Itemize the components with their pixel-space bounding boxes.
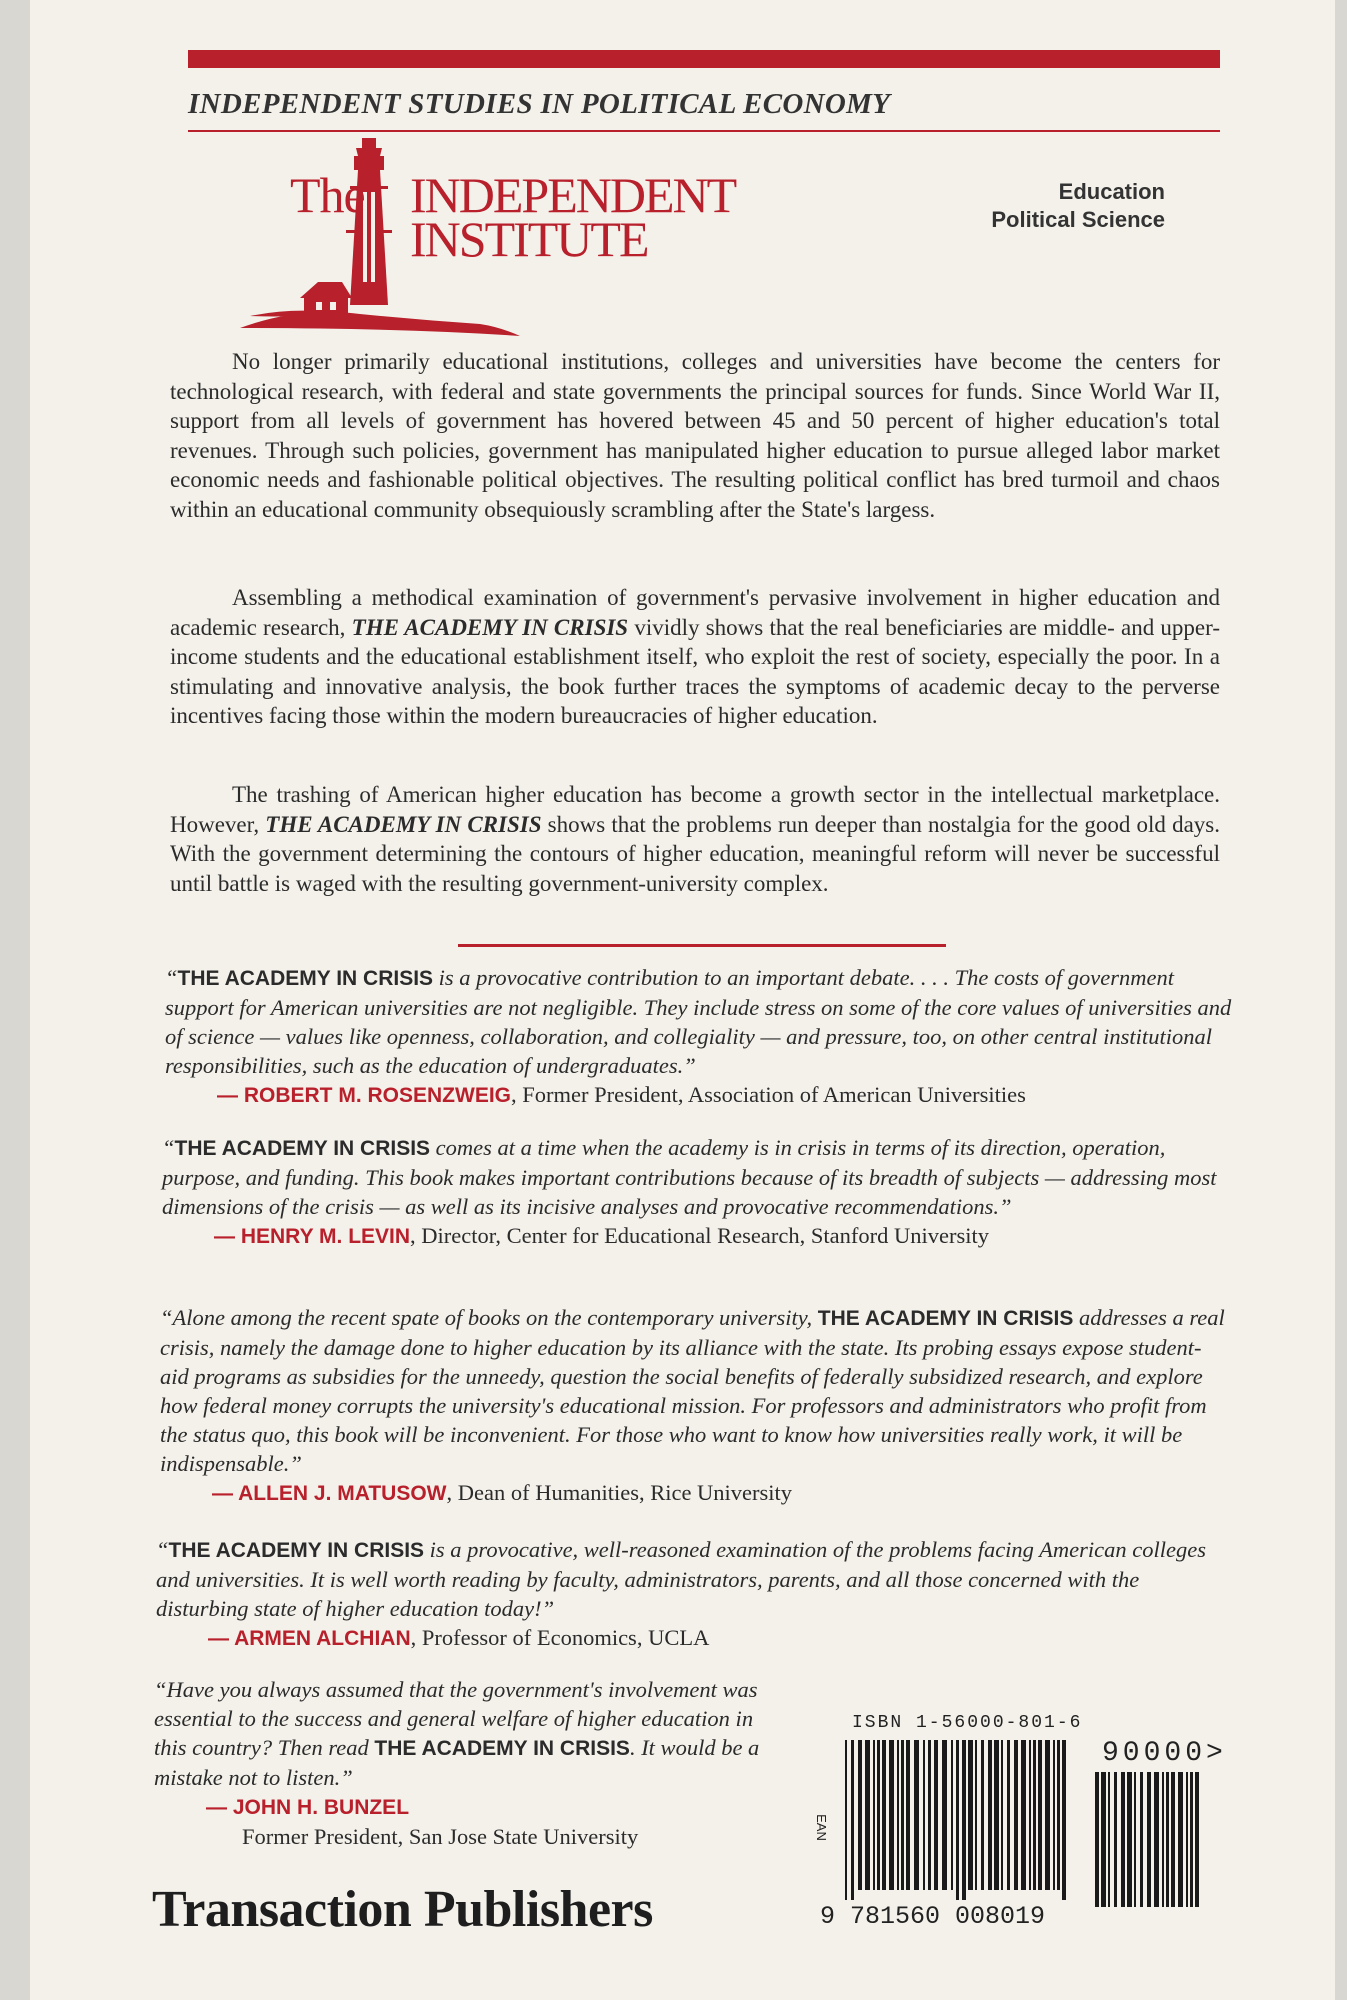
barcode-bar (1095, 1772, 1099, 1907)
barcode-bar (1140, 1772, 1143, 1907)
barcode-addon (1095, 1772, 1207, 1907)
barcode-bar (873, 1740, 875, 1890)
barcode-bar (1007, 1740, 1010, 1890)
section-divider (458, 944, 946, 947)
barcode-bar (956, 1740, 959, 1900)
barcode-bar (1195, 1772, 1199, 1907)
barcode-bar (934, 1740, 938, 1890)
logo-the-text: The (290, 167, 365, 223)
quote-attribution: — ROBERT M. ROSENZWEIG, Former President, Association of American Universities (217, 1082, 1026, 1107)
barcode-bar (942, 1740, 947, 1890)
barcode-bar (1127, 1772, 1132, 1907)
quote-attribution: — JOHN H. BUNZEL (206, 1796, 410, 1819)
endorser-name: ARMEN ALCHIAN (234, 1627, 411, 1650)
barcode-bar (1029, 1740, 1031, 1890)
barcode-bar (901, 1740, 904, 1890)
barcode-bar (1147, 1772, 1151, 1907)
barcode-bar (981, 1740, 984, 1890)
barcode-bar (1154, 1772, 1159, 1907)
endorsement-quote-2: “THE ACADEMY IN CRISIS comes at a time when the academy is in crisis in terms of its direction, operation, purpose, and funding. This book makes important contributions because of its breadth of subjects — addressing most dimensions of the crisis — as well as its incisive analyses and provocative recommendations.” — HENRY M. LEVIN, Director, Center for Educational Research, Stanford University (162, 1133, 1232, 1251)
price-code: 90000> (1102, 1738, 1227, 1769)
series-title: INDEPENDENT STUDIES IN POLITICAL ECONOMY (188, 88, 891, 120)
quote-attribution: — HENRY M. LEVIN, Director, Center for Educational Research, Stanford University (214, 1223, 989, 1248)
endorser-name: ROBERT M. ROSENZWEIG (243, 1084, 512, 1107)
barcode-bar (845, 1740, 847, 1900)
barcode-bar (962, 1740, 966, 1900)
description-paragraph-3: The trashing of American higher education has become a growth sector in the intellectual marketplace. However, THE ACADEMY IN CRISIS shows that the problems run deeper than nostalgia for the good old days. With the government determining the contours of higher education, meaningful reform will never be successful until battle is waged with the resulting government-university complex. (170, 782, 1220, 896)
subject-political-science: Political Science (991, 207, 1165, 232)
isbn-number: ISBN 1-56000-801-6 (852, 1713, 1083, 1733)
top-red-bar (188, 50, 1220, 68)
barcode-bar (914, 1740, 919, 1890)
barcode-bar (1190, 1772, 1193, 1907)
book-title-inline: THE ACADEMY IN CRISIS (265, 811, 542, 837)
publisher-name: Transaction Publishers (152, 1881, 653, 1938)
barcode-bar (877, 1740, 880, 1890)
barcode-bar (1053, 1740, 1055, 1890)
barcode-bar (923, 1740, 925, 1890)
barcode-bar (1001, 1740, 1003, 1890)
barcode-bar (897, 1740, 899, 1890)
barcode-bar (988, 1740, 992, 1890)
barcode-bar (865, 1740, 870, 1890)
barcode-digits: 9 781560 008019 (820, 1902, 1046, 1931)
barcode-bar (1062, 1740, 1066, 1900)
endorser-affiliation: Former President, San Jose State University (242, 1824, 639, 1849)
barcode-bar (1057, 1740, 1060, 1890)
barcode-bar (928, 1740, 931, 1890)
barcode-bar (1045, 1740, 1050, 1890)
barcode-bar (1162, 1772, 1164, 1907)
barcode-bar (882, 1740, 886, 1890)
subject-categories (991, 178, 1165, 234)
ean-label: EAN (813, 1814, 829, 1841)
barcode-bar (951, 1740, 953, 1890)
barcode-bar (1014, 1740, 1018, 1890)
book-title-inline: THE ACADEMY IN CRISIS (351, 614, 629, 640)
endorsement-quote-3: “Alone among the recent spate of books on the contemporary university, THE ACADEMY IN CRISIS addresses a real crisis, namely the damage done to higher education by its alliance with the state. Its probing essays expose student-aid programs as subsidies for the unneedy, question the social benefits of federally subsidized research, and explore how federal money corrupts the university's educational mission. For professors and administrators who profit from the status quo, this book will be inconvenient. For those who want to know how universities really work, it will be indispensable.” — ALLEN J. MATUSOW, Dean of Humanities, Rice University (160, 1303, 1230, 1508)
barcode-bar (975, 1740, 977, 1890)
book-back-cover (30, 0, 1335, 2000)
endorser-name: JOHN H. BUNZEL (232, 1796, 410, 1819)
logo-institute-text: INSTITUTE (410, 211, 648, 267)
barcode-bar (1038, 1740, 1042, 1890)
barcode-bar (1021, 1740, 1026, 1890)
endorsement-quote-1: “THE ACADEMY IN CRISIS is a provocative contribution to an important debate. . . . The costs of government support for American universities are not negligible. They include stress on some of the core values of universities and of science — values like openness, collaboration, and collegiality — and pressure, too, on other central institutional responsibilities, such as the education of undergraduates.” — ROBERT M. ROSENZWEIG, Former President, Association of American Universities (165, 963, 1235, 1110)
barcode-bar (994, 1740, 999, 1890)
barcode-bar (1186, 1772, 1188, 1907)
barcode-bar (1033, 1740, 1036, 1890)
independent-institute-logo (230, 130, 736, 340)
barcode-bar (1166, 1772, 1169, 1907)
endorsement-quote-5: “Have you always assumed that the government's involvement was essential to the success and general welfare of higher education in this country? Then read THE ACADEMY IN CRISIS. It would be a mistake not to listen.” — JOHN H. BUNZEL Former President, San Jose State University (154, 1675, 764, 1851)
barcode-bar (858, 1740, 862, 1890)
endorser-name: ALLEN J. MATUSOW (238, 1482, 447, 1505)
barcode-bar (1134, 1772, 1136, 1907)
subject-education: Education (1058, 179, 1165, 204)
quote-attribution: — ALLEN J. MATUSOW, Dean of Humanities, Rice University (212, 1480, 793, 1505)
barcode-bar (1171, 1772, 1175, 1907)
barcode-bar (1178, 1772, 1183, 1907)
barcode-bar (1108, 1772, 1110, 1907)
description-paragraph-1: No longer primarily educational institutions, colleges and universities have become the centers for technological research, with federal and state governments the principal sources for funds. Since World War II, support from all levels of government has hovered between 45 and 50 percent of higher education's total revenues. Through such policies, government has manipulated higher education to pursue alleged labor market economic needs and fashionable political objectives. The resulting political conflict has bred turmoil and chaos within an educational community obsequiously scrambling after the State's largess. (170, 349, 1220, 522)
barcode-bar (1101, 1772, 1106, 1907)
barcode-main (845, 1740, 1075, 1900)
endorser-name: HENRY M. LEVIN (240, 1225, 411, 1248)
barcode-bar (851, 1740, 854, 1900)
quote-attribution: — ARMEN ALCHIAN, Professor of Economics, UCLA (208, 1625, 710, 1650)
barcode-bar (968, 1740, 973, 1890)
barcode-bar (889, 1740, 894, 1890)
description-paragraph-2: Assembling a methodical examination of government's pervasive involvement in higher education and academic research, THE ACADEMY IN CRISIS vividly shows that the real beneficiaries are middle- and upper-income students and the educational establishment itself, who exploit the rest of society, especially the poor. In a stimulating and innovative analysis, the book further traces the symptoms of academic decay to the perverse incentives facing those within the modern bureaucracies of higher education. (170, 585, 1220, 728)
barcode-bar (906, 1740, 910, 1890)
barcode-bar (1114, 1772, 1117, 1907)
barcode-bar (1121, 1772, 1125, 1907)
endorsement-quote-4: “THE ACADEMY IN CRISIS is a provocative, well-reasoned examination of the problems facing American colleges and universities. It is well worth reading by faculty, administrators, parents, and all those concerned with the disturbing state of higher education today!” — ARMEN ALCHIAN, Professor of Economics, UCLA (156, 1535, 1226, 1653)
logo-independent-text: INDEPENDENT (410, 167, 736, 223)
